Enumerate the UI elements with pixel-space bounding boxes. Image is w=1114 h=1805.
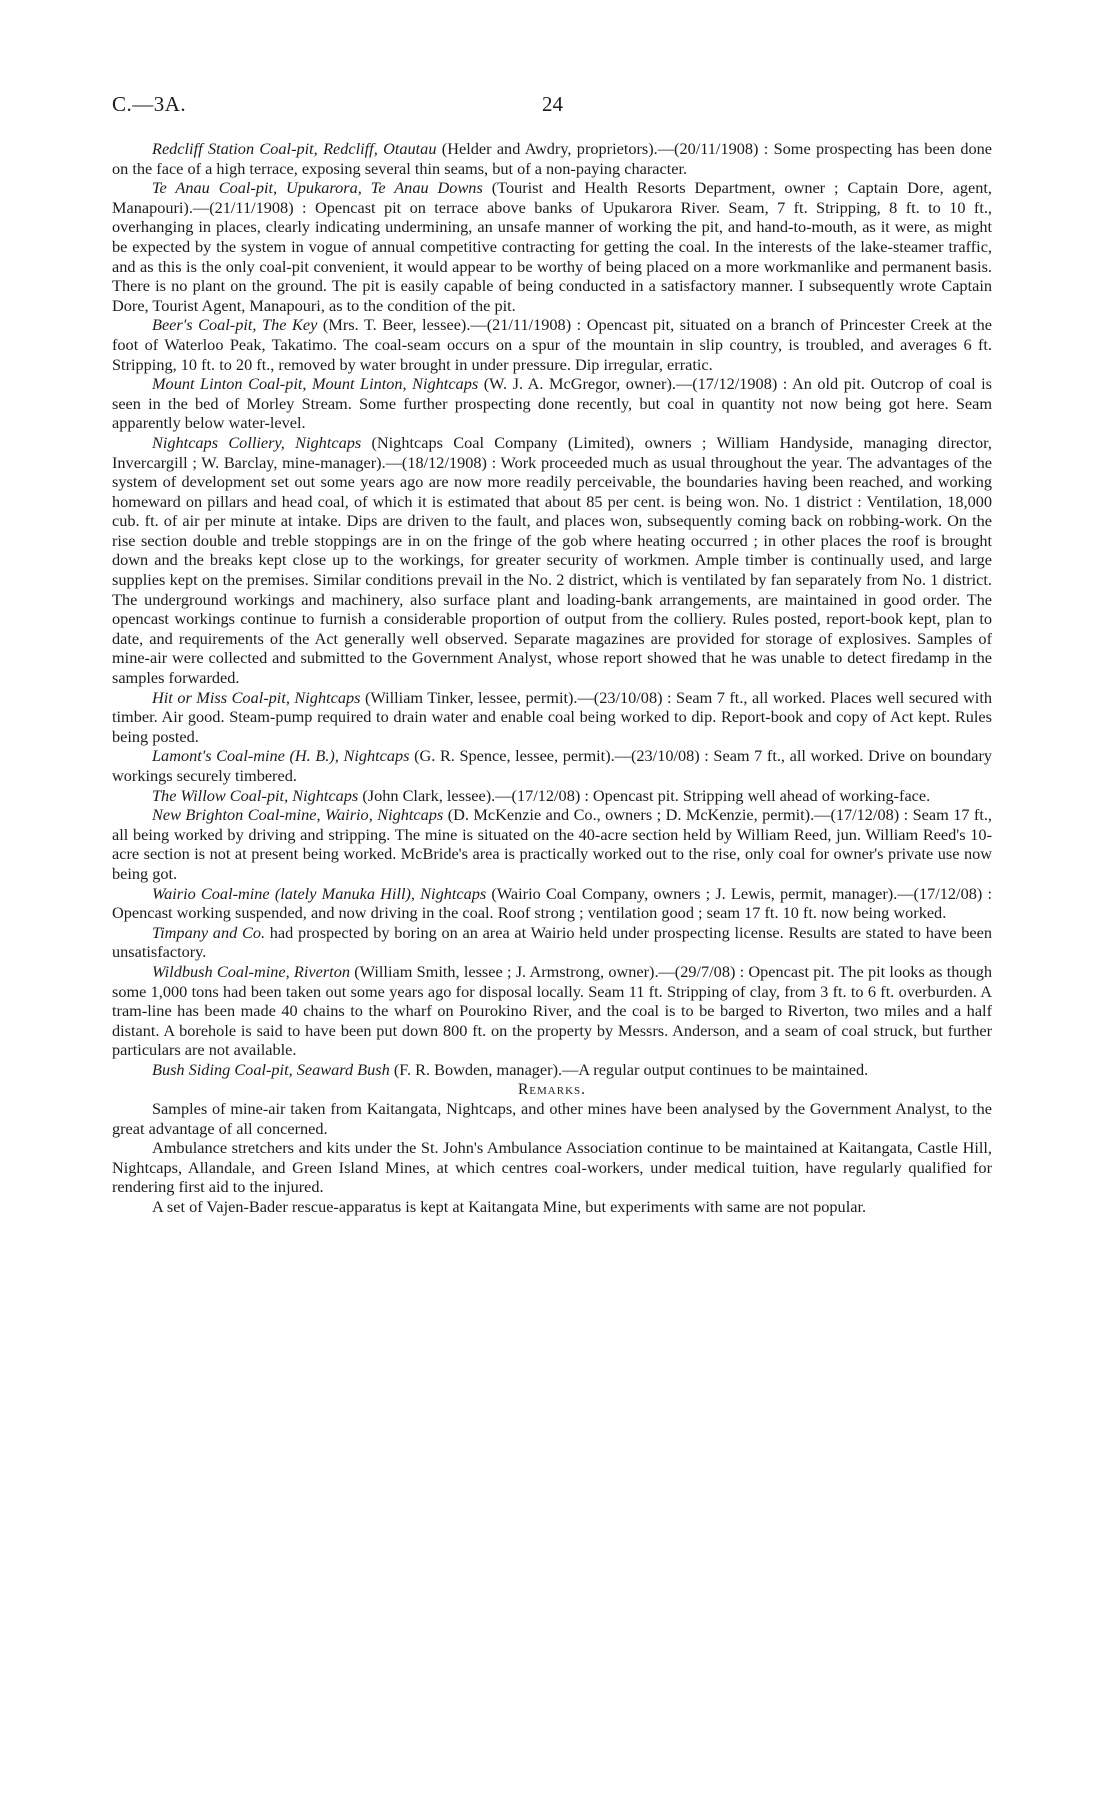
page-header xyxy=(112,92,992,122)
entry-te-anau xyxy=(112,178,992,315)
entry-the-willow xyxy=(112,786,992,806)
entry-text: (Wairio Coal Company, owners ; J. Lewis, permit, manager).—(17/12/08) : Opencast working suspended, and now driving in the coal. Roof strong ; ventilation good ; seam 17 ft. 10 ft. now being worked. xyxy=(112,883,992,923)
entry-text: (William Tinker, lessee, permit).—(23/10/08) : Seam 7 ft., all worked. Places well secured with timber. Air good. Steam-pump required to drain water and enable coal being worked to dip. Report-book and copy of Act kept. Rules being posted. xyxy=(112,687,992,746)
entry-title: Wildbush Coal-mine, Riverton xyxy=(152,961,350,981)
entry-text: (William Smith, lessee ; J. Armstrong, owner).—(29/7/08) : Opencast pit. The pit looks as though some 1,000 tons had been taken out some years ago for disposal locally. Seam 11 ft. Stripping of clay, from 3 ft. to 6 ft. overburden. A tram-line has been made 40 chains to the wharf on Pourokino River, and the coal is to be barged to Riverton, two miles and a half distant. A borehole is said to have been put down 800 ft. on the property by Messrs. Anderson, and a seam of coal struck, but further particulars are not available. xyxy=(112,961,992,1060)
entry-text: (Tourist and Health Resorts Department, owner ; Captain Dore, agent, Manapouri).—(21/11/1908) : Opencast pit on terrace above banks of Upukarora River. Seam, 7 ft. Stripping, 8 ft. to 10 ft., overhanging in places, clearly indicating undermining, an unsafe manner of working the pit, and hand-to-mouth, as it were, as might be expected by the system in vogue of annual competitive contracting for getting the coal. In the interests of the lake-steamer traffic, and as this is the only coal-pit convenient, it would appear to be worthy of being placed on a more workmanlike and permanent basis. There is no plant on the ground. The pit is easily capable of being conducted in a satisfactory manner. I subsequently wrote Captain Dore, Tourist Agent, Manapouri, as to the condition of the pit. xyxy=(112,178,992,315)
remarks-paragraph: Ambulance stretchers and kits under the St. John's Ambulance Association continue to be maintained at Kaitangata, Castle Hill, Nightcaps, Allandale, and Green Island Mines, at which centres coal-workers, under medical tuition, have regularly qualified for rendering first aid to the injured. xyxy=(112,1138,992,1197)
entry-hit-or-miss xyxy=(112,688,992,747)
entry-text: (G. R. Spence, lessee, permit).—(23/10/08) : Seam 7 ft., all worked. Drive on boundary workings securely timbered. xyxy=(112,746,993,785)
entry-title: Wairio Coal-mine (lately Manuka Hill), Nightcaps xyxy=(152,883,487,903)
entry-title: Timpany and Co. xyxy=(152,922,266,942)
entry-text: had prospected by boring on an area at Wairio held under prospecting license. Results are stated to have been unsatisfactory. xyxy=(112,922,992,962)
entry-title: Hit or Miss Coal-pit, Nightcaps xyxy=(152,687,361,707)
entry-title: Redcliff Station Coal-pit, Redcliff, Otautau xyxy=(152,139,437,158)
entry-text: (W. J. A. McGregor, owner).—(17/12/1908) : An old pit. Outcrop of coal is seen in the bed of Morley Stream. Some further prospecting done recently, but coal in quantity not now being got here. Seam apparently below water-level. xyxy=(112,374,992,433)
remarks-paragraph: Samples of mine-air taken from Kaitangata, Nightcaps, and other mines have been analysed by the Government Analyst, to the great advantage of all concerned. xyxy=(112,1099,992,1138)
page-body xyxy=(112,139,992,1217)
entry-title: New Brighton Coal-mine, Wairio, Nightcaps xyxy=(152,805,444,825)
entry-title: Beer's Coal-pit, The Key xyxy=(152,315,318,335)
entry-wairio xyxy=(112,884,992,923)
entry-new-brighton xyxy=(112,805,992,883)
entry-title: Mount Linton Coal-pit, Mount Linton, Nightcaps xyxy=(152,374,479,394)
remarks-paragraph: A set of Vajen-Bader rescue-apparatus is kept at Kaitangata Mine, but experiments with same are not popular. xyxy=(152,1197,867,1217)
entry-title: Bush Siding Coal-pit, Seaward Bush xyxy=(152,1059,390,1079)
entry-text: (F. R. Bowden, manager).—A regular output continues to be maintained. xyxy=(389,1059,869,1079)
entry-title: Te Anau Coal-pit, Upukarora, Te Anau Downs xyxy=(152,178,483,198)
entry-nightcaps-colliery xyxy=(112,433,992,688)
entry-beers xyxy=(112,315,992,374)
entry-title: The Willow Coal-pit, Nightcaps xyxy=(152,785,359,805)
entry-title: Nightcaps Colliery, Nightcaps xyxy=(152,432,362,452)
entry-text: (D. McKenzie and Co., owners ; D. McKenzie, permit).—(17/12/08) : Seam 17 ft., all being worked by driving and stripping. The mine is situated on the 40-acre section held by William Reed, jun. William Reed's 10-acre section is not at present being worked. McBride's area is practically worked out to the rise, only coal for owner's private use now being got. xyxy=(112,805,993,883)
remarks-heading: Remarks. xyxy=(517,1080,587,1098)
entry-bush-siding xyxy=(112,1060,992,1080)
entry-title: Lamont's Coal-mine (H. B.), Nightcaps xyxy=(152,746,410,766)
entry-text: (Nightcaps Coal Company (Limited), owners ; William Handyside, managing director, Invercargill ; W. Barclay, mine-manager).—(18/12/1908) : Work proceeded much as usual throughout the year. The advantages of the system of development set out some years ago are now more readily perceivable, the boundaries having been reached, and working homeward on pillars and head coal, of which it is estimated that about 85 per cent. is being won. No. 1 district : Ventilation, 18,000 cub. ft. of air per minute at intake. Dips are driven to the fault, and places won, subsequently coming back on robbing-work. On the rise section double and treble stoppings are in on the fringe of the gob where heating occurred ; in other places the roof is brought down and the breaks kept close up to the workings, for greater security of workmen. Ample timber is continually used, and large supplies kept on the premises. Similar conditions prevail in the No. 2 district, which is ventilated by fan separately from No. 1 district. The underground workings and machinery, also surface plant and loading-bank arrangements, are maintained in good order. The opencast workings continue to furnish a considerable proportion of output from the colliery. Rules posted, report-book kept, plan to date, and requirements of the Act generally well observed. Separate magazines are provided for storage of explosives. Samples of mine-air were collected and submitted to the Government Analyst, whose report showed that he was unable to detect firedamp in the samples forwarded. xyxy=(112,432,992,688)
entry-lamonts xyxy=(112,746,992,785)
entry-timpany xyxy=(112,923,992,962)
entry-wildbush xyxy=(112,962,992,1060)
entry-text: (John Clark, lessee).—(17/12/08) : Opencast pit. Stripping well ahead of working-face. xyxy=(358,785,931,805)
entry-text: (Helder and Awdry, proprietors).—(20/11/1908) : Some prospecting has been done on the face of a high terrace, exposing several thin seams, but of a non-paying character. xyxy=(112,139,993,178)
entry-text: (Mrs. T. Beer, lessee).—(21/11/1908) : Opencast pit, situated on a branch of Princester Creek at the foot of Waterloo Peak, Takatimo. The coal-seam occurs on a spur of the mountain in slip country, is troubled, and averages 6 ft. Stripping, 10 ft. to 20 ft., removed by water brought in under pressure. Dip irregular, erratic. xyxy=(112,315,992,374)
document-reference: C.—3A. xyxy=(112,92,187,116)
page-number: 24 xyxy=(542,92,563,116)
entry-mount-linton xyxy=(112,374,992,433)
entry-redcliff xyxy=(112,139,992,178)
